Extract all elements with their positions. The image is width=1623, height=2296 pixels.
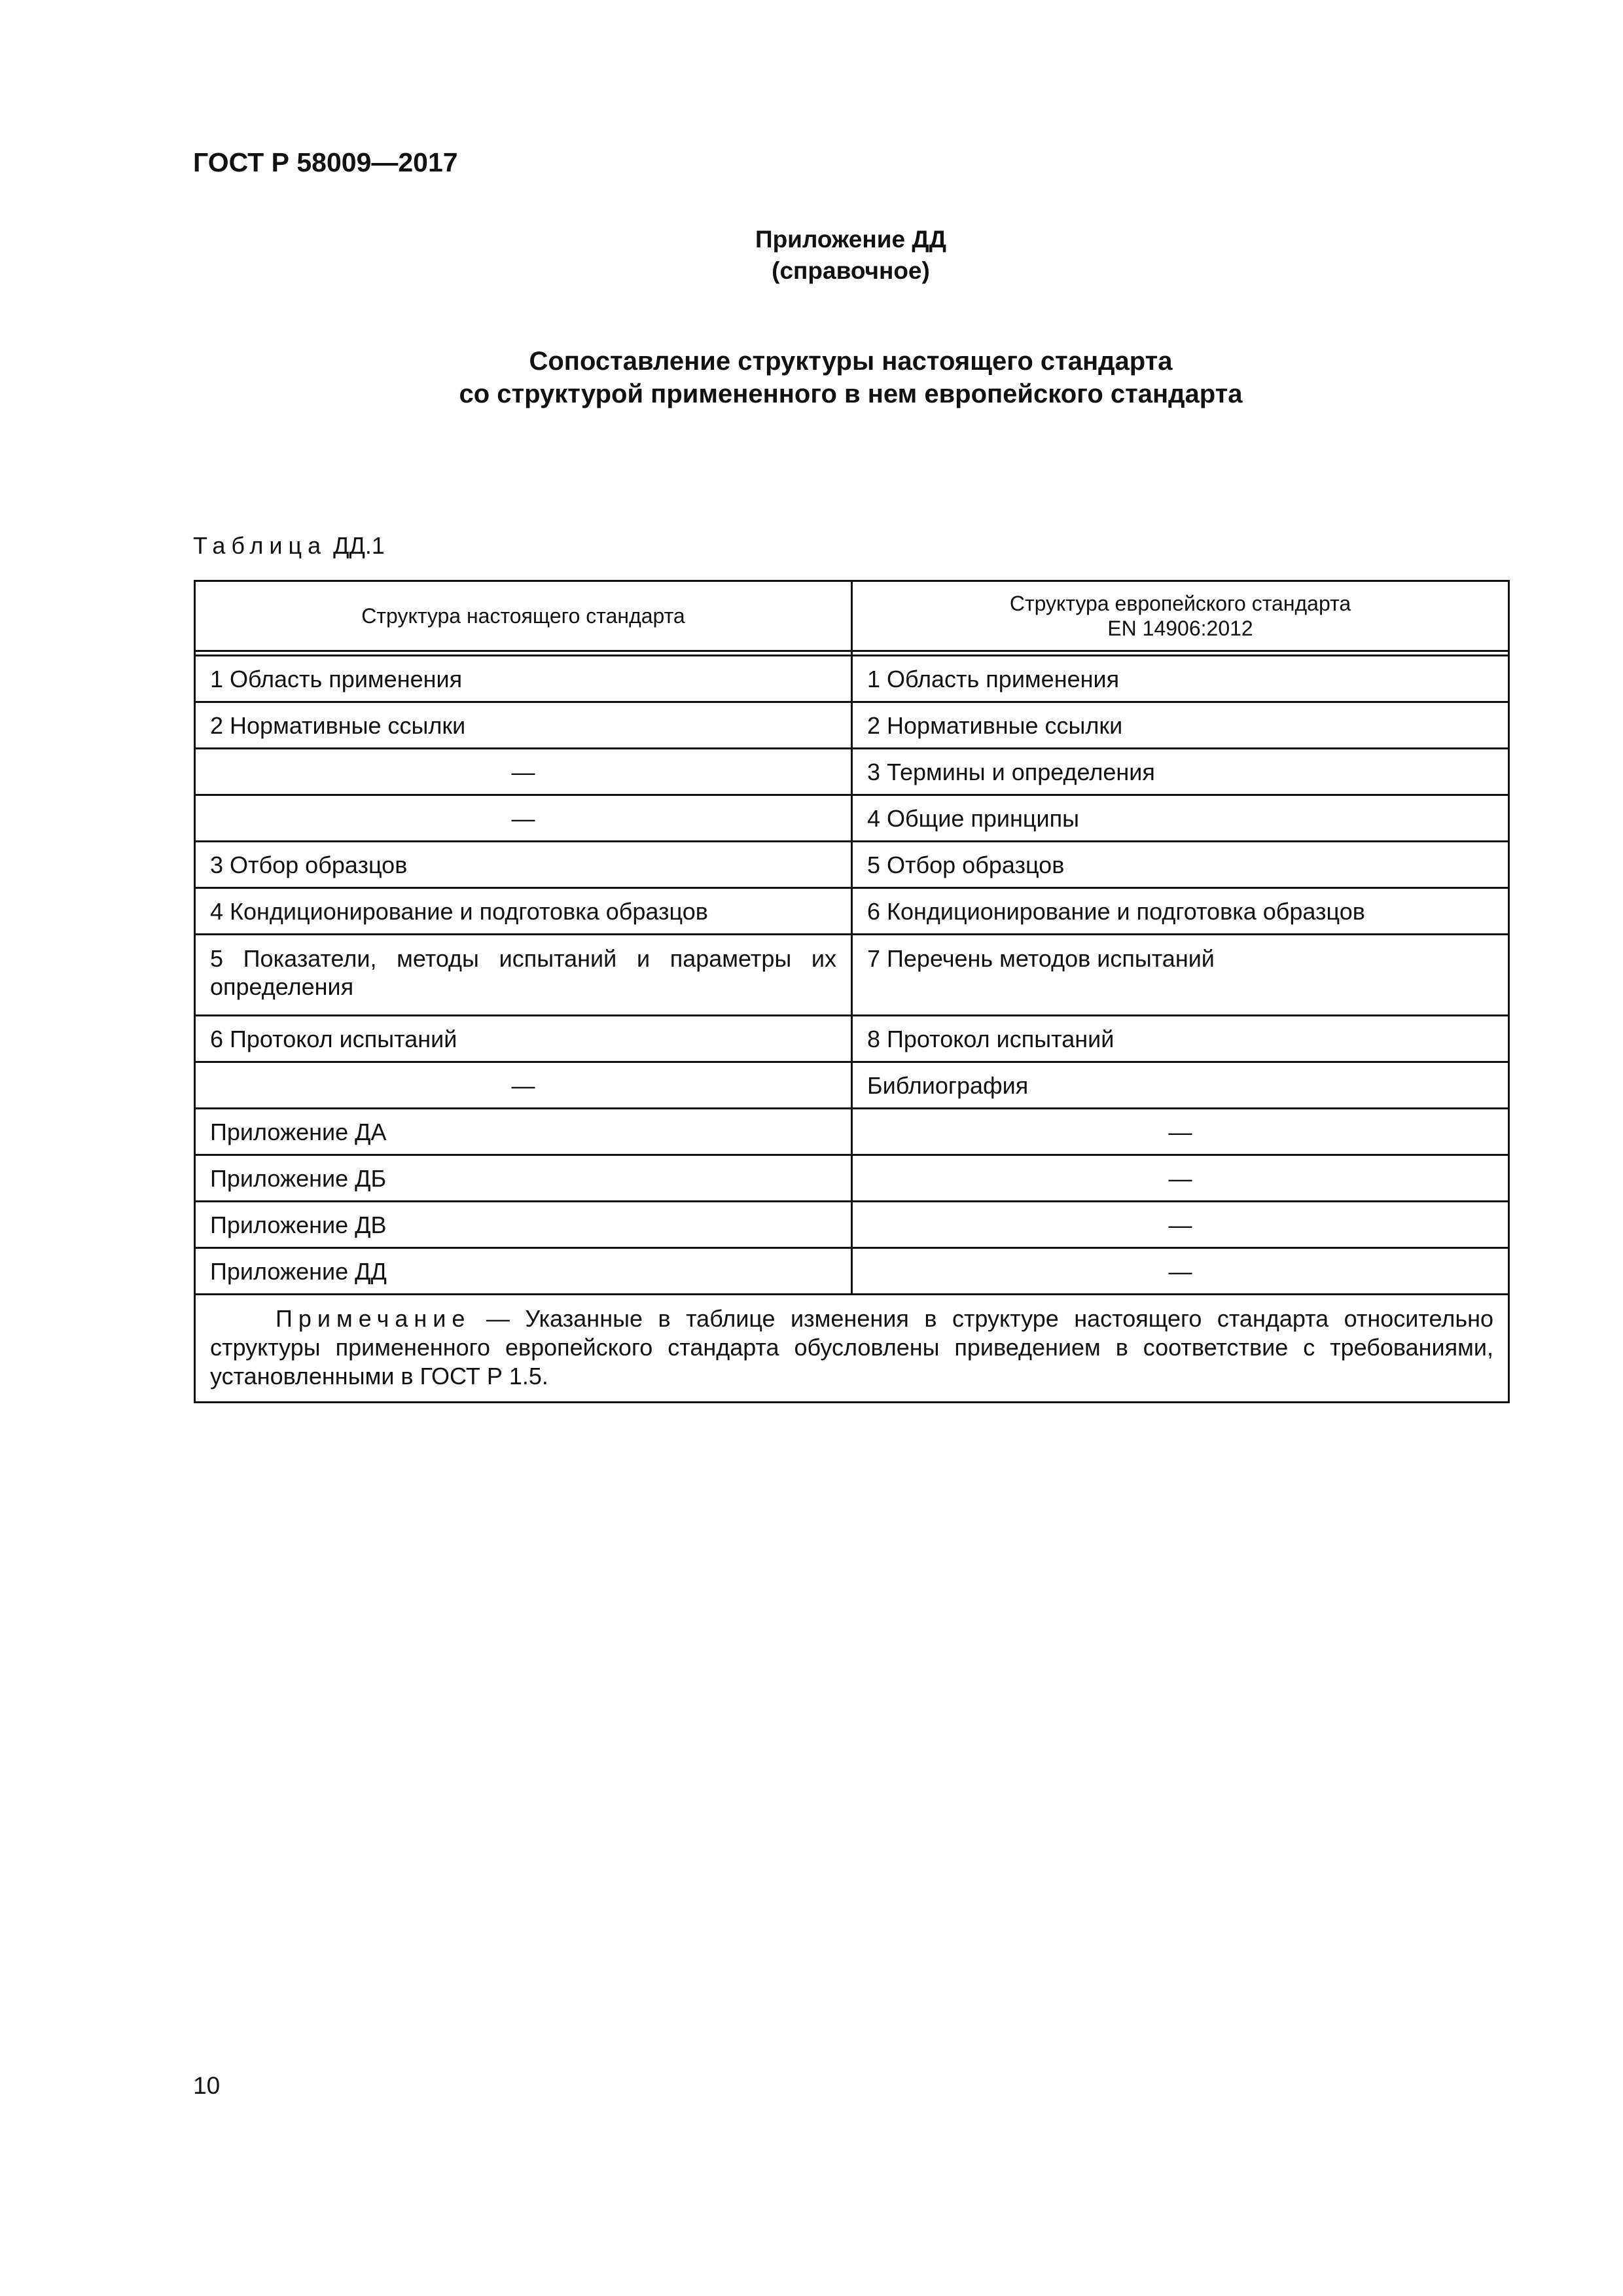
cell-current: Приложение ДД (195, 1248, 852, 1295)
cell-current: — (195, 1062, 852, 1109)
cell-european: 8 Протокол испытаний (852, 1016, 1509, 1062)
table-row (195, 795, 1509, 842)
cell-current: — (195, 749, 852, 795)
cell-european: — (852, 1248, 1509, 1295)
table-caption-number: ДД.1 (333, 532, 385, 559)
cell-european: 6 Кондиционирование и подготовка образцов (852, 888, 1509, 935)
cell-european: 7 Перечень методов испытаний (852, 935, 1509, 1016)
cell-european: 3 Термины и определения (852, 749, 1509, 795)
document-code: ГОСТ Р 58009—2017 (193, 147, 458, 177)
cell-current: Приложение ДВ (195, 1202, 852, 1248)
page-number: 10 (193, 2072, 221, 2099)
table-row (195, 702, 1509, 749)
table-caption (193, 532, 385, 560)
table-row (195, 1062, 1509, 1109)
cell-current: — (195, 795, 852, 842)
header-cell-current-standard: Структура настоящего стандарта (195, 581, 852, 651)
table-row (195, 749, 1509, 795)
table-row (195, 1109, 1509, 1155)
cell-european: — (852, 1109, 1509, 1155)
note-text: — Указанные в таблице изменения в структуре настоящего стандарта относительно структуры примененного европейского стандарта обусловлены приведением в соответствие с требованиями, установленными в ГОСТ Р 1.5. (210, 1305, 1493, 1390)
cell-european: 4 Общие принципы (852, 795, 1509, 842)
table-row (195, 656, 1509, 702)
header-separator (195, 651, 1509, 656)
cell-current: 6 Протокол испытаний (195, 1016, 852, 1062)
structure-comparison-table (194, 580, 1510, 1403)
table-row (195, 888, 1509, 935)
cell-european: 5 Отбор образцов (852, 842, 1509, 888)
cell-european: 2 Нормативные ссылки (852, 702, 1509, 749)
table-note-row (195, 1295, 1509, 1403)
header-european-line-2: EN 14906:2012 (1107, 617, 1253, 640)
cell-european: 1 Область применения (852, 656, 1509, 702)
cell-european: — (852, 1155, 1509, 1202)
annex-title-line-2: со структурой примененного в нем европейского стандарта (459, 380, 1243, 408)
annex-name: Приложение ДД (755, 226, 947, 253)
cell-current: 5 Показатели, методы испытаний и параметры их определения (195, 935, 852, 1016)
table-row (195, 842, 1509, 888)
cell-current: 2 Нормативные ссылки (195, 702, 852, 749)
cell-european: — (852, 1202, 1509, 1248)
annex-title-line-1: Сопоставление структуры настоящего стандарта (529, 347, 1173, 376)
table-header-row (195, 581, 1509, 651)
cell-european: Библиография (852, 1062, 1509, 1109)
cell-current: 4 Кондиционирование и подготовка образцов (195, 888, 852, 935)
cell-current: 3 Отбор образцов (195, 842, 852, 888)
table-row (195, 1202, 1509, 1248)
cell-current: Приложение ДА (195, 1109, 852, 1155)
header-european-line-1: Структура европейского стандарта (1009, 592, 1351, 615)
table-row (195, 935, 1509, 1016)
cell-current: 1 Область применения (195, 656, 852, 702)
cell-current: Приложение ДБ (195, 1155, 852, 1202)
header-cell-european-standard (852, 581, 1509, 651)
annex-status: (справочное) (772, 257, 930, 284)
table-row (195, 1248, 1509, 1295)
table-caption-word: Таблица (193, 532, 327, 559)
table-note (195, 1295, 1509, 1403)
table-row (195, 1016, 1509, 1062)
table-row (195, 1155, 1509, 1202)
note-label: Примечание (276, 1305, 471, 1332)
